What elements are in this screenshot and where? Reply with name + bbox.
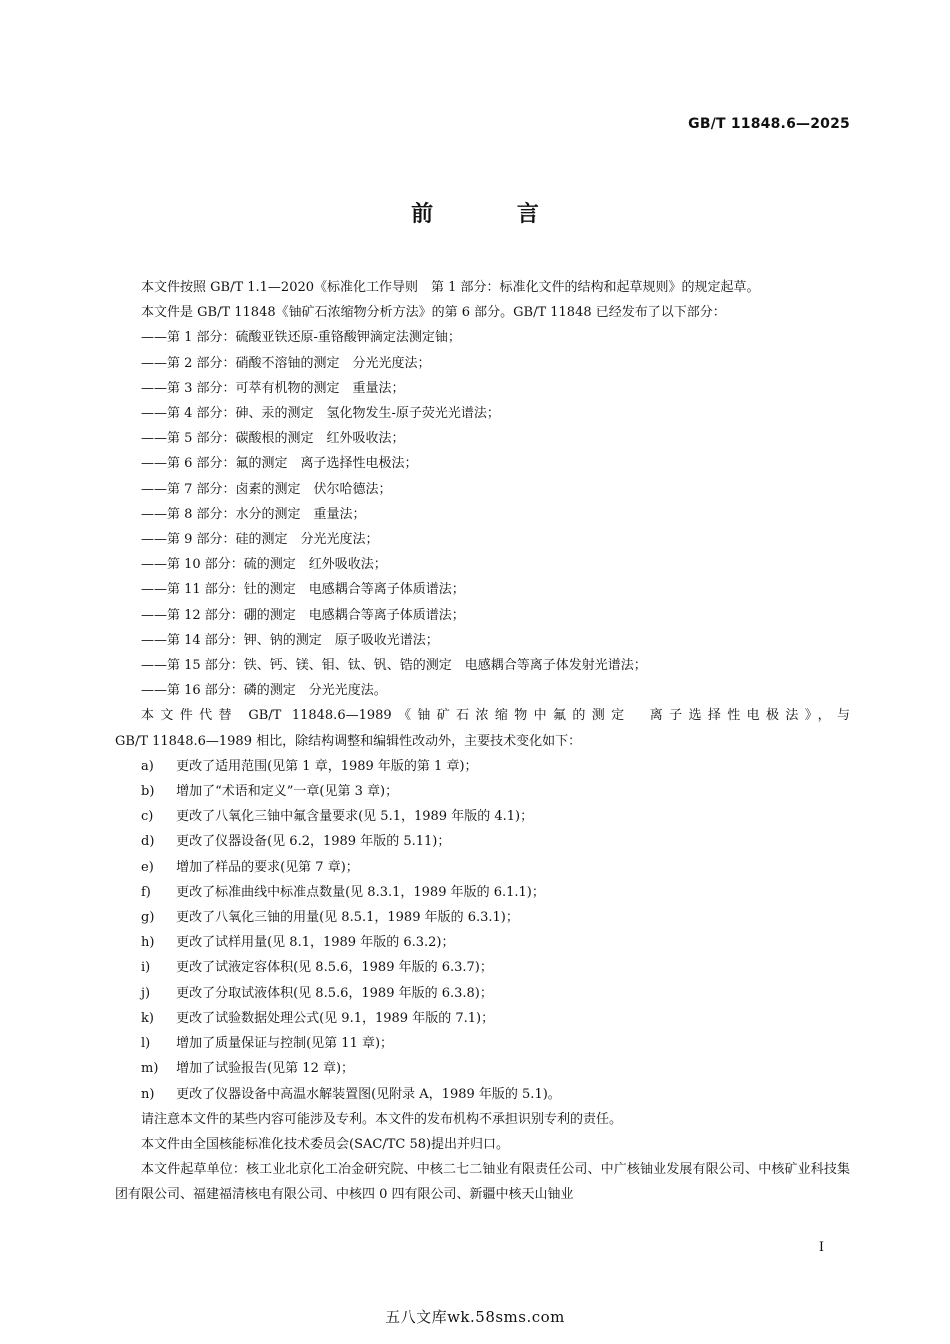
parts-list-item: ——第 16 部分：磷的测定 分光光度法。 <box>141 683 387 699</box>
change-item-label: i) <box>141 960 151 976</box>
change-item <box>115 905 850 930</box>
change-item <box>115 1031 850 1056</box>
change-item-label: g) <box>141 910 155 926</box>
foreword-body <box>115 275 850 1208</box>
parts-list-item: ——第 2 部分：硝酸不溶铀的测定 分光光度法； <box>141 355 431 371</box>
change-item-text: 更改了分取试液体积(见 8.5.6，1989 年版的 6.3.8)； <box>176 985 493 1001</box>
change-item <box>115 1056 850 1081</box>
change-item-label: b) <box>141 784 155 800</box>
change-item-text: 更改了八氧化三铀的用量(见 8.5.1，1989 年版的 6.3.1)； <box>176 910 519 926</box>
change-item-text: 增加了质量保证与控制(见第 11 章)； <box>176 1036 394 1052</box>
change-item-text: 更改了标准曲线中标准点数量(见 8.3.1，1989 年版的 6.1.1)； <box>176 884 545 900</box>
change-item-text: 增加了试验报告(见第 12 章)； <box>176 1061 355 1077</box>
parts-list-item: ——第 10 部分：硫的测定 红外吸收法； <box>141 557 387 573</box>
parts-list-item: ——第 5 部分：碳酸根的测定 红外吸收法； <box>141 431 405 447</box>
change-item <box>115 955 850 980</box>
parts-list-item: ——第 11 部分：钍的测定 电感耦合等离子体质谱法； <box>141 582 465 598</box>
change-item <box>115 829 850 854</box>
patent-notice: 请注意本文件的某些内容可能涉及专利。本文件的发布机构不承担识别专利的责任。 <box>141 1111 623 1127</box>
change-item-label: n) <box>141 1086 155 1102</box>
change-item-text: 更改了仪器设备中高温水解装置图(见附录 A，1989 年版的 5.1)。 <box>176 1086 561 1102</box>
change-item <box>115 1082 850 1107</box>
proposer-statement: 本文件由全国核能标准化技术委员会(SAC/TC 58)提出并归口。 <box>141 1136 510 1152</box>
drafting-units: 本文件起草单位：核工业北京化工冶金研究院、中核二七二铀业有限责任公司、中广核铀业发展有限公司、中核矿业科技集团有限公司、福建福清核电有限公司、中核四 0 四有限公司、新疆中核天山铀业 <box>115 1162 850 1203</box>
change-item-label: e) <box>141 859 154 875</box>
changes-list <box>115 754 850 1107</box>
change-item-text: 更改了八氧化三铀中氟含量要求(见 5.1，1989 年版的 4.1)； <box>176 809 534 825</box>
parts-list-item: ——第 14 部分：钾、钠的测定 原子吸收光谱法； <box>141 632 439 648</box>
change-item <box>115 754 850 779</box>
parts-list-item: ——第 12 部分：硼的测定 电感耦合等离子体质谱法； <box>141 607 465 623</box>
change-item-label: m) <box>141 1061 159 1077</box>
change-item <box>115 855 850 880</box>
parts-list-item: ——第 6 部分：氟的测定 离子选择性电极法； <box>141 456 418 472</box>
change-item-label: h) <box>141 935 155 951</box>
change-item-text: 更改了试液定容体积(见 8.5.6，1989 年版的 6.3.7)； <box>176 960 493 976</box>
intro-paragraph-1: 本文件按照 GB/T 1.1—2020《标准化工作导则 第 1 部分：标准化文件的结构和起草规则》的规定起草。 <box>141 280 760 295</box>
change-item-label: c) <box>141 809 154 825</box>
change-item <box>115 880 850 905</box>
change-item-label: f) <box>141 884 151 900</box>
change-item-label: a) <box>141 758 154 774</box>
change-item <box>115 981 850 1006</box>
change-item <box>115 804 850 829</box>
parts-list-item: ——第 1 部分：硫酸亚铁还原-重铬酸钾滴定法测定铀； <box>141 330 461 346</box>
change-item-label: k) <box>141 1010 154 1026</box>
change-item <box>115 930 850 955</box>
parts-list-item: ——第 8 部分：水分的测定 重量法； <box>141 506 366 522</box>
replacement-statement-line-1: 本文件代替 GB/T 11848.6—1989《铀矿石浓缩物中氟的测定 离子选择性电极法》，与 <box>141 708 850 724</box>
change-item-text: 更改了仪器设备(见 6.2，1989 年版的 5.11)； <box>176 834 451 850</box>
change-item-text: 更改了试样用量(见 8.1，1989 年版的 6.3.2)； <box>176 935 455 951</box>
watermark-footer: 五八文库wk.58sms.com <box>385 1308 565 1326</box>
parts-list-item: ——第 15 部分：铁、钙、镁、钼、钛、钒、锆的测定 电感耦合等离子体发射光谱法； <box>141 658 647 674</box>
parts-list-item: ——第 7 部分：卤素的测定 伏尔哈德法； <box>141 481 392 497</box>
change-item <box>115 1006 850 1031</box>
replacement-statement-line-2: GB/T 11848.6—1989 相比，除结构调整和编辑性改动外，主要技术变化如下： <box>115 733 582 749</box>
change-item-label: d) <box>141 834 155 850</box>
parts-list-item: ——第 3 部分：可萃有机物的测定 重量法； <box>141 380 405 396</box>
change-item <box>115 779 850 804</box>
parts-list-item: ——第 9 部分：硅的测定 分光光度法； <box>141 532 379 548</box>
page-number: I <box>818 1240 824 1255</box>
change-item-text: 增加了样品的要求(见第 7 章)； <box>176 859 359 875</box>
change-item-label: l) <box>141 1036 151 1052</box>
intro-paragraph-2: 本文件是 GB/T 11848《铀矿石浓缩物分析方法》的第 6 部分。GB/T 11848 已经发布了以下部分： <box>141 305 726 321</box>
parts-list <box>115 325 850 703</box>
page-title: 前 言 <box>411 202 577 227</box>
standard-code: GB/T 11848.6—2025 <box>688 116 850 132</box>
change-item-text: 更改了试验数据处理公式(见 9.1，1989 年版的 7.1)； <box>176 1010 495 1026</box>
change-item-label: j) <box>141 985 151 1001</box>
change-item-text: 更改了适用范围(见第 1 章，1989 年版的第 1 章)； <box>176 758 478 774</box>
parts-list-item: ——第 4 部分：砷、汞的测定 氢化物发生-原子荧光光谱法； <box>141 406 500 422</box>
change-item-text: 增加了“术语和定义”一章(见第 3 章)； <box>176 784 399 800</box>
